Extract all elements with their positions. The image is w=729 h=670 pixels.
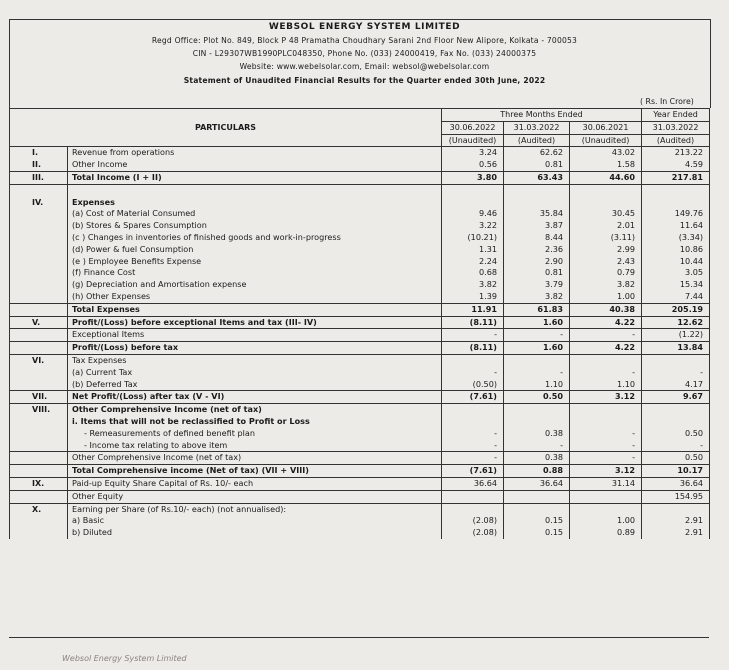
value-cell: 0.50 — [642, 452, 710, 465]
table-row — [10, 267, 710, 279]
value-cell — [442, 354, 504, 366]
date-col-2: 31.03.2022 — [504, 121, 570, 134]
value-cell — [504, 184, 570, 196]
row-number — [10, 184, 68, 196]
value-cell: 2.99 — [570, 244, 642, 256]
row-label: (h) Other Expenses — [68, 291, 442, 303]
table-row — [10, 379, 710, 391]
value-cell: - — [570, 329, 642, 342]
row-label: Profit/(Loss) before exceptional Items and tax (III- IV) — [68, 316, 442, 329]
row-number — [10, 490, 68, 503]
row-label: Total Comprehensive income (Net of tax) (VII + VIII) — [68, 465, 442, 478]
value-cell: 2.01 — [570, 220, 642, 232]
table-row — [10, 197, 710, 209]
value-cell: (2.08) — [442, 515, 504, 527]
row-number — [10, 428, 68, 440]
value-cell: 36.64 — [442, 477, 504, 490]
row-number — [10, 329, 68, 342]
table-row — [10, 220, 710, 232]
row-label: Paid-up Equity Share Capital of Rs. 10/- each — [68, 477, 442, 490]
row-label: (g) Depreciation and Amortisation expense — [68, 279, 442, 291]
row-number — [10, 515, 68, 527]
value-cell: 4.17 — [642, 379, 710, 391]
value-cell: 2.24 — [442, 256, 504, 268]
value-cell: 3.80 — [442, 171, 504, 184]
status-col-3: (Unaudited) — [570, 134, 642, 147]
value-cell: 2.43 — [570, 256, 642, 268]
value-cell: 0.79 — [570, 267, 642, 279]
value-cell: 7.44 — [642, 291, 710, 303]
row-label: Expenses — [68, 197, 442, 209]
value-cell: 3.24 — [442, 147, 504, 159]
table-row — [10, 147, 710, 159]
value-cell — [570, 416, 642, 428]
value-cell — [570, 490, 642, 503]
value-cell — [504, 197, 570, 209]
value-cell: 3.05 — [642, 267, 710, 279]
row-number: IV. — [10, 197, 68, 209]
value-cell: - — [504, 440, 570, 452]
value-cell: 154.95 — [642, 490, 710, 503]
row-label: Revenue from operations — [68, 147, 442, 159]
value-cell: 1.10 — [570, 379, 642, 391]
value-cell: 0.15 — [504, 527, 570, 539]
row-number — [10, 527, 68, 539]
value-cell — [642, 404, 710, 416]
value-cell — [642, 197, 710, 209]
value-cell: - — [570, 452, 642, 465]
registered-office: Regd Office: Plot No. 849, Block P 48 Pramatha Choudhary Sarani 2nd Floor New Alipore, Kolkata - 700053 — [151, 36, 578, 45]
value-cell: (3.34) — [642, 232, 710, 244]
table-row — [10, 171, 710, 184]
row-label: Net Profit/(Loss) after tax (V - VI) — [68, 391, 442, 404]
row-number — [10, 208, 68, 220]
value-cell: - — [642, 440, 710, 452]
website-line: Website: www.webelsolar.com, Email: websol@webelsolar.com — [239, 62, 490, 71]
value-cell: 11.91 — [442, 303, 504, 316]
value-cell: 0.81 — [504, 267, 570, 279]
value-cell: 36.64 — [642, 477, 710, 490]
row-label: Exceptional Items — [68, 329, 442, 342]
table-row — [10, 416, 710, 428]
row-label: Other Equity — [68, 490, 442, 503]
value-cell: - — [570, 367, 642, 379]
row-number: II. — [10, 159, 68, 171]
value-cell: 0.89 — [570, 527, 642, 539]
row-label: Other Comprehensive Income (net of tax) — [68, 404, 442, 416]
value-cell: - — [442, 440, 504, 452]
value-cell: 2.91 — [642, 515, 710, 527]
table-row — [10, 303, 710, 316]
status-col-2: (Audited) — [504, 134, 570, 147]
row-label: Total Expenses — [68, 303, 442, 316]
row-label: (b) Stores & Spares Consumption — [68, 220, 442, 232]
table-bottom-rule — [9, 637, 709, 638]
table-row — [10, 354, 710, 366]
three-months-header: Three Months Ended — [442, 109, 642, 122]
value-cell: 36.64 — [504, 477, 570, 490]
row-label: (c ) Changes in inventories of finished goods and work-in-progress — [68, 232, 442, 244]
value-cell — [570, 197, 642, 209]
value-cell: 30.45 — [570, 208, 642, 220]
table-row — [10, 367, 710, 379]
value-cell: (2.08) — [442, 527, 504, 539]
status-col-4: (Audited) — [642, 134, 710, 147]
row-number: VI. — [10, 354, 68, 366]
value-cell: (10.21) — [442, 232, 504, 244]
row-number — [10, 379, 68, 391]
row-number — [10, 367, 68, 379]
value-cell: 3.12 — [570, 465, 642, 478]
row-label: Tax Expenses — [68, 354, 442, 366]
table-row — [10, 232, 710, 244]
row-number — [10, 291, 68, 303]
value-cell: 3.82 — [570, 279, 642, 291]
row-label: a) Basic — [68, 515, 442, 527]
value-cell: 11.64 — [642, 220, 710, 232]
value-cell: 3.12 — [570, 391, 642, 404]
value-cell — [504, 503, 570, 515]
value-cell: 4.22 — [570, 342, 642, 355]
value-cell — [504, 404, 570, 416]
status-col-1: (Unaudited) — [442, 134, 504, 147]
table-row — [10, 452, 710, 465]
row-number — [10, 220, 68, 232]
table-row — [10, 490, 710, 503]
value-cell: 13.84 — [642, 342, 710, 355]
statement-title: Statement of Unaudited Financial Results for the Quarter ended 30th June, 2022 — [183, 76, 546, 85]
row-number: IX. — [10, 477, 68, 490]
row-number — [10, 267, 68, 279]
value-cell — [442, 404, 504, 416]
table-row — [10, 291, 710, 303]
table-row — [10, 316, 710, 329]
value-cell: 0.38 — [504, 428, 570, 440]
row-label: Other Income — [68, 159, 442, 171]
row-number — [10, 279, 68, 291]
value-cell: 61.83 — [504, 303, 570, 316]
table-row — [10, 159, 710, 171]
value-cell: 0.50 — [642, 428, 710, 440]
value-cell: 149.76 — [642, 208, 710, 220]
value-cell: 10.86 — [642, 244, 710, 256]
value-cell: 3.82 — [442, 279, 504, 291]
value-cell: - — [442, 452, 504, 465]
unit-label: ( Rs. In Crore) — [640, 97, 694, 106]
row-number — [10, 232, 68, 244]
value-cell: 62.62 — [504, 147, 570, 159]
value-cell: 10.17 — [642, 465, 710, 478]
particulars-header: PARTICULARS — [10, 109, 442, 147]
table-row — [10, 244, 710, 256]
row-label: Other Comprehensive Income (net of tax) — [68, 452, 442, 465]
value-cell: 9.67 — [642, 391, 710, 404]
row-label: (e ) Employee Benefits Expense — [68, 256, 442, 268]
row-label: (d) Power & fuel Consumption — [68, 244, 442, 256]
value-cell: 9.46 — [442, 208, 504, 220]
value-cell: 205.19 — [642, 303, 710, 316]
row-label: b) Diluted — [68, 527, 442, 539]
value-cell: 35.84 — [504, 208, 570, 220]
value-cell: 8.44 — [504, 232, 570, 244]
value-cell: 0.56 — [442, 159, 504, 171]
row-number — [10, 256, 68, 268]
value-cell: (7.61) — [442, 465, 504, 478]
table-row — [10, 256, 710, 268]
row-number — [10, 244, 68, 256]
row-number — [10, 465, 68, 478]
value-cell: 1.60 — [504, 316, 570, 329]
value-cell — [504, 490, 570, 503]
cin-line: CIN - L29307WB1990PLC048350, Phone No. (033) 24000419, Fax No. (033) 24000375 — [192, 49, 537, 58]
row-number — [10, 416, 68, 428]
value-cell — [642, 354, 710, 366]
value-cell: - — [442, 367, 504, 379]
table-row — [10, 440, 710, 452]
value-cell: 3.22 — [442, 220, 504, 232]
row-number: VIII. — [10, 404, 68, 416]
row-number — [10, 440, 68, 452]
value-cell: 15.34 — [642, 279, 710, 291]
table-row — [10, 342, 710, 355]
row-label: - Remeasurements of defined benefit plan — [68, 428, 442, 440]
value-cell: 1.31 — [442, 244, 504, 256]
value-cell: (3.11) — [570, 232, 642, 244]
value-cell: 1.39 — [442, 291, 504, 303]
value-cell: 43.02 — [570, 147, 642, 159]
company-name: WEBSOL ENERGY SYSTEM LIMITED — [268, 22, 461, 32]
row-number — [10, 342, 68, 355]
table-row — [10, 503, 710, 515]
row-label — [68, 184, 442, 196]
value-cell: 3.79 — [504, 279, 570, 291]
value-cell: (0.50) — [442, 379, 504, 391]
value-cell: 31.14 — [570, 477, 642, 490]
value-cell: - — [570, 428, 642, 440]
value-cell — [504, 416, 570, 428]
value-cell — [442, 416, 504, 428]
value-cell: 1.60 — [504, 342, 570, 355]
row-number: I. — [10, 147, 68, 159]
table-row — [10, 515, 710, 527]
table-row — [10, 184, 710, 196]
value-cell: 2.90 — [504, 256, 570, 268]
value-cell — [570, 404, 642, 416]
value-cell: 2.91 — [642, 527, 710, 539]
value-cell: 3.87 — [504, 220, 570, 232]
value-cell: 0.38 — [504, 452, 570, 465]
table-row — [10, 527, 710, 539]
row-label: - Income tax relating to above item — [68, 440, 442, 452]
row-number: VII. — [10, 391, 68, 404]
value-cell: 1.00 — [570, 515, 642, 527]
date-col-1: 30.06.2022 — [442, 121, 504, 134]
value-cell: 217.81 — [642, 171, 710, 184]
row-label: i. Items that will not be reclassified to Profit or Loss — [68, 416, 442, 428]
row-label: (b) Deferred Tax — [68, 379, 442, 391]
row-label: Earning per Share (of Rs.10/- each) (not annualised): — [68, 503, 442, 515]
value-cell — [570, 184, 642, 196]
row-number: V. — [10, 316, 68, 329]
row-number — [10, 303, 68, 316]
value-cell: - — [504, 329, 570, 342]
date-col-4: 31.03.2022 — [642, 121, 710, 134]
value-cell — [442, 490, 504, 503]
table-row — [10, 279, 710, 291]
value-cell: 0.81 — [504, 159, 570, 171]
value-cell — [442, 503, 504, 515]
value-cell: 3.82 — [504, 291, 570, 303]
value-cell: 0.50 — [504, 391, 570, 404]
value-cell: 12.62 — [642, 316, 710, 329]
value-cell: 63.43 — [504, 171, 570, 184]
row-label: Total Income (I + II) — [68, 171, 442, 184]
row-number: III. — [10, 171, 68, 184]
value-cell: - — [570, 440, 642, 452]
value-cell: - — [442, 329, 504, 342]
value-cell: 1.10 — [504, 379, 570, 391]
value-cell: 44.60 — [570, 171, 642, 184]
value-cell: (7.61) — [442, 391, 504, 404]
value-cell: 213.22 — [642, 147, 710, 159]
value-cell: 40.38 — [570, 303, 642, 316]
value-cell: 4.22 — [570, 316, 642, 329]
table-row — [10, 208, 710, 220]
value-cell: 0.88 — [504, 465, 570, 478]
value-cell — [570, 503, 642, 515]
row-label: (a) Cost of Material Consumed — [68, 208, 442, 220]
value-cell — [442, 184, 504, 196]
value-cell: (8.11) — [442, 316, 504, 329]
value-cell: (8.11) — [442, 342, 504, 355]
value-cell — [442, 197, 504, 209]
footer-stamp: Websol Energy System Limited — [62, 654, 187, 663]
table-row — [10, 391, 710, 404]
value-cell: 10.44 — [642, 256, 710, 268]
value-cell — [570, 354, 642, 366]
value-cell — [642, 184, 710, 196]
value-cell — [504, 354, 570, 366]
row-label: Profit/(Loss) before tax — [68, 342, 442, 355]
value-cell: (1.22) — [642, 329, 710, 342]
row-label: (a) Current Tax — [68, 367, 442, 379]
row-number — [10, 452, 68, 465]
results-table — [9, 108, 710, 539]
table-row — [10, 465, 710, 478]
value-cell: 0.68 — [442, 267, 504, 279]
value-cell: 1.58 — [570, 159, 642, 171]
date-col-3: 30.06.2021 — [570, 121, 642, 134]
value-cell — [642, 416, 710, 428]
value-cell: 0.15 — [504, 515, 570, 527]
value-cell: 1.00 — [570, 291, 642, 303]
table-row — [10, 329, 710, 342]
value-cell: - — [442, 428, 504, 440]
value-cell: - — [504, 367, 570, 379]
table-row — [10, 428, 710, 440]
row-number: X. — [10, 503, 68, 515]
value-cell: 4.59 — [642, 159, 710, 171]
value-cell: 2.36 — [504, 244, 570, 256]
table-row — [10, 477, 710, 490]
year-ended-header: Year Ended — [642, 109, 710, 122]
value-cell: - — [642, 367, 710, 379]
table-row — [10, 404, 710, 416]
row-label: (f) Finance Cost — [68, 267, 442, 279]
value-cell — [642, 503, 710, 515]
